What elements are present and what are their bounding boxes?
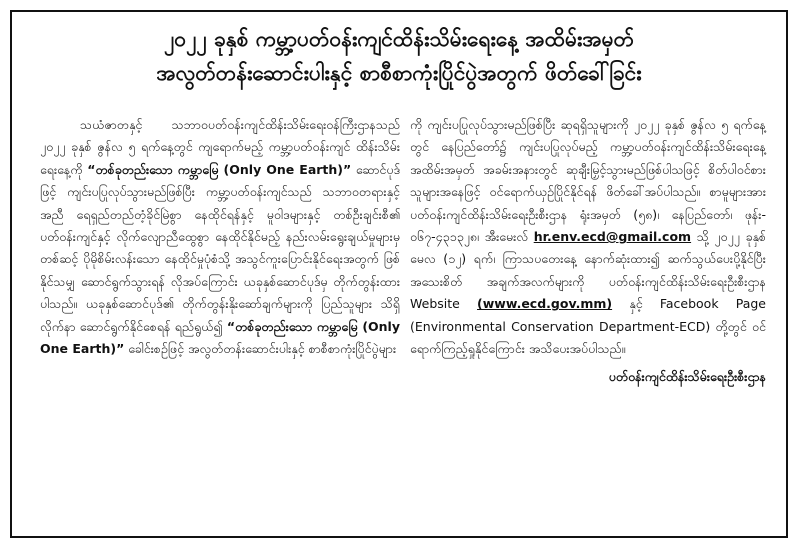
theme-text-2: “တစ်ခုတည်းသော ကမ္ဘာမြေ (Only One Earth)” [40,318,400,357]
website-link[interactable]: (www.ecd.gov.mm) [477,296,613,312]
theme-text: “တစ်ခုတည်းသော ကမ္ဘာမြေ (Only One Earth)” [87,161,352,177]
body-text-2a: ကို ကျင်းပပြုလုပ်သွားမည်ဖြစ်ပြီး ဆုရရှိသူများကို ၂၀၂၂ ခုနှစ် ဇွန်လ ၅ ရက်နေ့တွင် နေပြည်တော်၌ ကျင်းပပြုလုပ်မည့် ကမ္ဘာ့ပတ်ဝန်းကျင်ထိန်းသိမ်းရေးနေ့ အထိမ်းအမှတ် အခမ်းအနားတွင် ဆုချီးမြှင့်သွားမည်ဖြစ်ပါသဖြင့် စိတ်ပါဝင်စားသူများအနေဖြင့် ဝင်ရောက်ယှဉ်ပြိုင်နိုင်ရန် ဖိတ်ခေါ်အပ်ပါသည်။ စာမူများအား ပတ်ဝန်းကျင်ထိန်းသိမ်းရေးဦးစီးဌာန ရုံးအမှတ် (၅၈)၊ နေပြည်တော်၊ ဖုန်း- ၀၆၇-၄၃၁၃၂၈၊ အီးမေးလ် [410,117,766,245]
right-column [410,114,766,389]
body-text-1c: ခေါင်းစဉ်ဖြင့် အလွတ်တန်းဆောင်းပါးနှင့် စာစီစာကုံးပြိုင်ပွဲများ [124,341,397,357]
left-column [40,114,400,360]
title-line-2: အလွတ်တန်းဆောင်းပါးနှင့် စာစီစာကုံးပြိုင်ပွဲအတွက် ဖိတ်ခေါ်ခြင်း [156,61,642,85]
title-line-1: ၂၀၂၂ ခုနှစ် ကမ္ဘာ့ပတ်ဝန်းကျင်ထိန်းသိမ်းရေးနေ့ အထိမ်းအမှတ် [163,27,635,51]
signature: ပတ်ဝန်းကျင်ထိန်းသိမ်းရေးဦးစီးဌာန [608,369,766,385]
announcement-title [26,22,772,90]
body-text-2b: သို့ ၂၀၂၂ ခုနှစ် မေလ (၁၂) ရက်၊ ကြာသပတေးနေ့ နောက်ဆုံးထား၍ ဆက်သွယ်ပေးပို့နိုင်ပြီး အသေးစိတ် အချက်အလက်များကို ပတ်ဝန်းကျင်ထိန်းသိမ်းရေးဦးစီးဌာန Website [410,229,766,312]
email-link[interactable]: hr.env.ecd@gmail.com [533,229,692,245]
body-text-1a: သယံဇာတနှင့် သဘာဝပတ်ဝန်းကျင်ထိန်းသိမ်းရေးဝန်ကြီးဌာနသည် ၂၀၂၂ ခုနှစ် ဇွန်လ ၅ ရက်နေ့တွင် ကျရောက်မည့် ကမ္ဘာ့ပတ်ဝန်းကျင် ထိန်းသိမ်းရေးနေ့ကို [40,117,400,177]
body-text-2c: နှင့် Facebook Page (Environmental Conservation Department-ECD) တို့တွင် ဝင်ရောက်ကြည့်ရှုနိုင်ကြောင်း အသိပေးအပ်ပါသည်။ [410,296,766,357]
body-paragraph-1 [40,114,400,360]
body-paragraph-2 [410,114,766,360]
body-text-1b: ဆောင်ပုဒ်ဖြင့် ကျင်းပပြုလုပ်သွားမည်ဖြစ်ပြီး ကမ္ဘာ့ပတ်ဝန်းကျင်သည် သဘာဝတရားနှင့်အညီ ရေရှည်တည်တံ့ခိုင်မြဲစွာ နေထိုင်ရန်နှင့် မူဝါဒများနှင့် တစ်ဦးချင်းစီ၏ ပတ်ဝန်းကျင်နှင့် လိုက်လျောညီထွေစွာ နေထိုင်နိုင်မည့် နည်းလမ်းရွေးချယ်မှုများမှတစ်ဆင့် ပိုမိုစိမ်းလန်းသော နေထိုင်မှုပုံစံသို့ အသွင်ကူးပြောင်းနိုင်ရေးအတွက် ဖြစ်နိုင်သမျှ ဆောင်ရွက်သွားရန် လိုအပ်ကြောင်း ယခုနှစ်ဆောင်ပုဒ်မှ တိုက်တွန်းထားပါသည်။ ယခုနှစ်ဆောင်ပုဒ်၏ တိုက်တွန်းနိုးဆော်ချက်များကို ပြည်သူများ သိရှိလိုက်နာ ဆောင်ရွက်နိုင်စေရန် ရည်ရွယ်၍ [40,161,400,334]
